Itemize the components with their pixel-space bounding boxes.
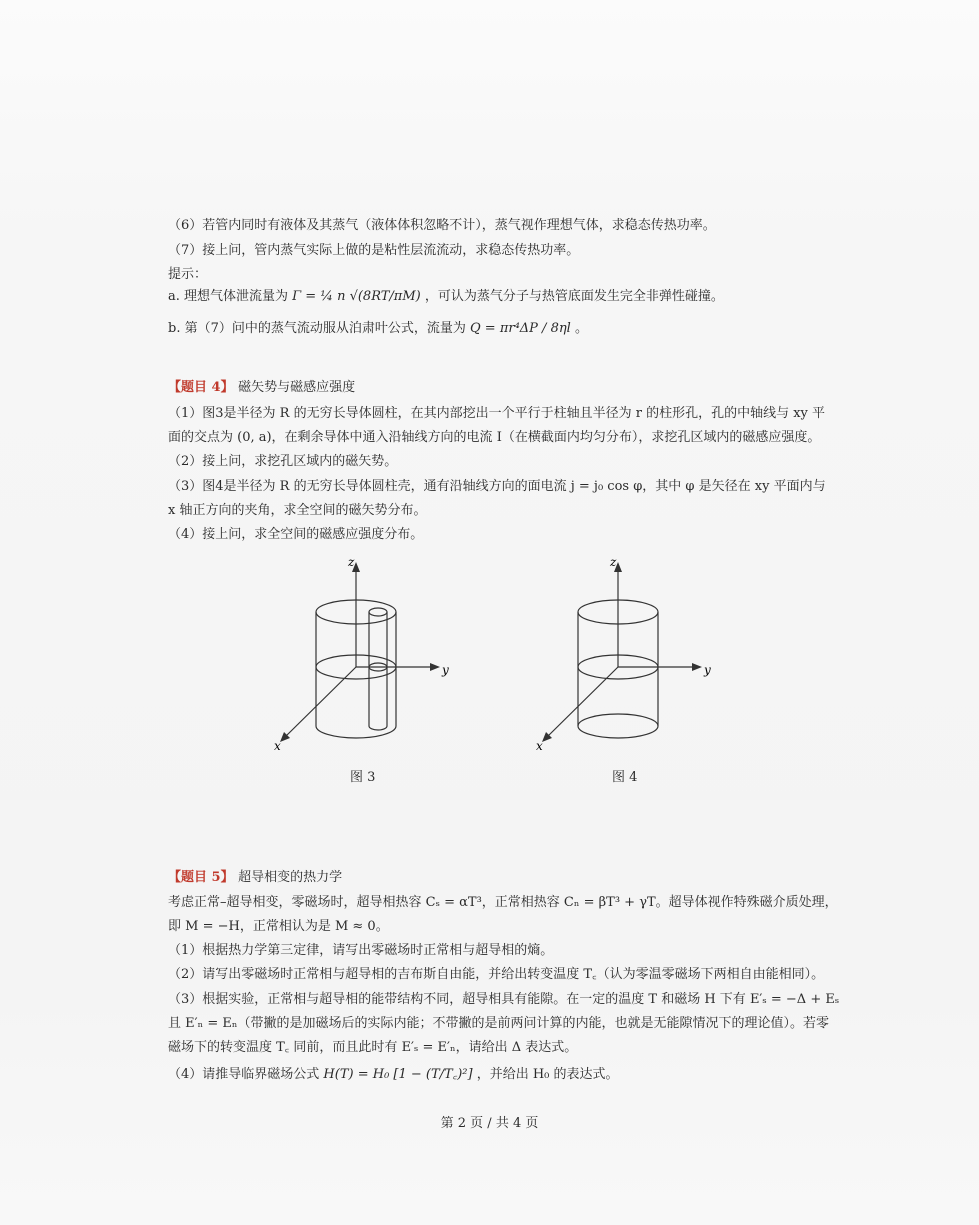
problem-5-intro-line1: 考虑正常–超导相变，零磁场时，超导相热容 Cₛ = αT³，正常相热容 Cₙ = βT³ + γT。超导体视作特殊磁介质处理， <box>168 895 838 910</box>
problem-4-q1-line2: 面的交点为 (0, a)，在剩余导体中通入沿轴线方向的电流 I（在横截面内均匀分布），求挖孔区域内的磁感应强度。 <box>168 430 821 445</box>
problem-5-q4-text-post: ，并给出 H₀ 的表达式。 <box>476 1067 619 1082</box>
problem-4-header <box>168 379 355 397</box>
hint-b-formula: Q = πr⁴ΔP / 8ηl <box>470 321 571 336</box>
hint-b <box>168 320 588 338</box>
problem-4-q3-line1: （3）图4是半径为 R 的无穷长导体圆柱壳，通有沿轴线方向的面电流 j = j₀ cos φ，其中 φ 是矢径在 xy 平面内与 <box>168 479 826 494</box>
hint-a <box>168 288 724 306</box>
figure-3-diagram <box>262 550 462 760</box>
fig4-y-arrow <box>692 663 702 671</box>
fig3-y-arrow <box>430 663 440 671</box>
problem-4-q2: （2）接上问，求挖孔区域内的磁矢势。 <box>168 454 398 469</box>
problem-5-q3-line2: 且 E′ₙ = Eₙ（带撇的是加磁场后的实际内能；不带撇的是前两问计算的内能，也就是无能隙情况下的理论值）。若零 <box>168 1016 829 1031</box>
fig4-z-label: z <box>610 555 617 569</box>
problem-5-q1: （1）根据热力学第三定律，请写出零磁场时正常相与超导相的熵。 <box>168 943 554 958</box>
fig3-x-axis <box>284 667 356 738</box>
problem-5-q3-line1: （3）根据实验，正常相与超导相的能带结构不同，超导相具有能隙。在一定的温度 T 和磁场 H 下有 E′ₛ = −Δ + Eₛ <box>168 992 840 1007</box>
fig4-x-label: x <box>536 739 543 753</box>
figure-4-diagram <box>524 550 724 760</box>
problem-5-intro-line2: 即 M = −H，正常相认为是 M ≈ 0。 <box>168 919 389 934</box>
fig4-y-label: y <box>704 663 711 677</box>
fig3-z-label: z <box>348 555 355 569</box>
problem-4-q4: （4）接上问，求全空间的磁感应强度分布。 <box>168 527 424 542</box>
figure-3-caption: 图 3 <box>350 770 376 785</box>
hint-a-text: a. 理想气体泄流量为 <box>168 289 289 304</box>
problem-5-label: 【题目 5】 <box>168 870 234 885</box>
fig3-hole-bottom <box>369 726 387 730</box>
problem-4-title: 磁矢势与磁感应强度 <box>238 380 356 395</box>
question-3-7: （7）接上问，管内蒸气实际上做的是粘性层流流动，求稳态传热功率。 <box>168 243 580 258</box>
hint-b-text: b. 第（7）问中的蒸气流动服从泊肃叶公式，流量为 <box>168 321 466 336</box>
problem-5-title: 超导相变的热力学 <box>238 870 343 885</box>
hint-a-text-post: ，可认为蒸气分子与热管底面发生完全非弹性碰撞。 <box>424 289 724 304</box>
problem-5-header <box>168 869 342 887</box>
fig3-hole-top <box>369 608 387 616</box>
problem-4-label: 【题目 4】 <box>168 380 234 395</box>
problem-4-q3-line2: x 轴正方向的夹角，求全空间的磁矢势分布。 <box>168 503 427 518</box>
fig3-x-label: x <box>274 739 281 753</box>
problem-4-q1-line1: （1）图3是半径为 R 的无穷长导体圆柱，在其内部挖出一个平行于柱轴且半径为 r 的柱形孔，孔的中轴线与 xy 平 <box>168 406 826 421</box>
problem-5-q4-text: （4）请推导临界磁场公式 <box>168 1067 320 1082</box>
problem-5-q3-line3: 磁场下的转变温度 T꜀ 同前，而且此时有 E′ₛ = E′ₙ，请给出 Δ 表达式。 <box>168 1040 578 1055</box>
fig4-bottom-ellipse <box>578 714 658 738</box>
hint-b-text-post: 。 <box>574 321 588 336</box>
fig3-bottom-ellipse <box>316 726 396 738</box>
page-footer: 第 2 页 / 共 4 页 <box>440 1116 539 1131</box>
hints-label: 提示： <box>168 267 208 282</box>
hint-a-formula: Γ = ¼ n √(8RT/πM) <box>292 289 421 304</box>
problem-5-q2: （2）请写出零磁场时正常相与超导相的吉布斯自由能，并给出转变温度 T꜀（认为零温零磁场下两相自由能相同）。 <box>168 967 825 982</box>
fig3-y-label: y <box>442 663 449 677</box>
fig4-x-axis <box>546 667 618 738</box>
figure-4-caption: 图 4 <box>612 770 638 785</box>
problem-5-q4 <box>168 1066 619 1084</box>
question-3-6: （6）若管内同时有液体及其蒸气（液体体积忽略不计），蒸气视作理想气体，求稳态传热功率。 <box>168 218 716 233</box>
problem-5-q4-formula: H(T) = H₀ [1 − (T/T꜀)²] <box>323 1067 473 1082</box>
